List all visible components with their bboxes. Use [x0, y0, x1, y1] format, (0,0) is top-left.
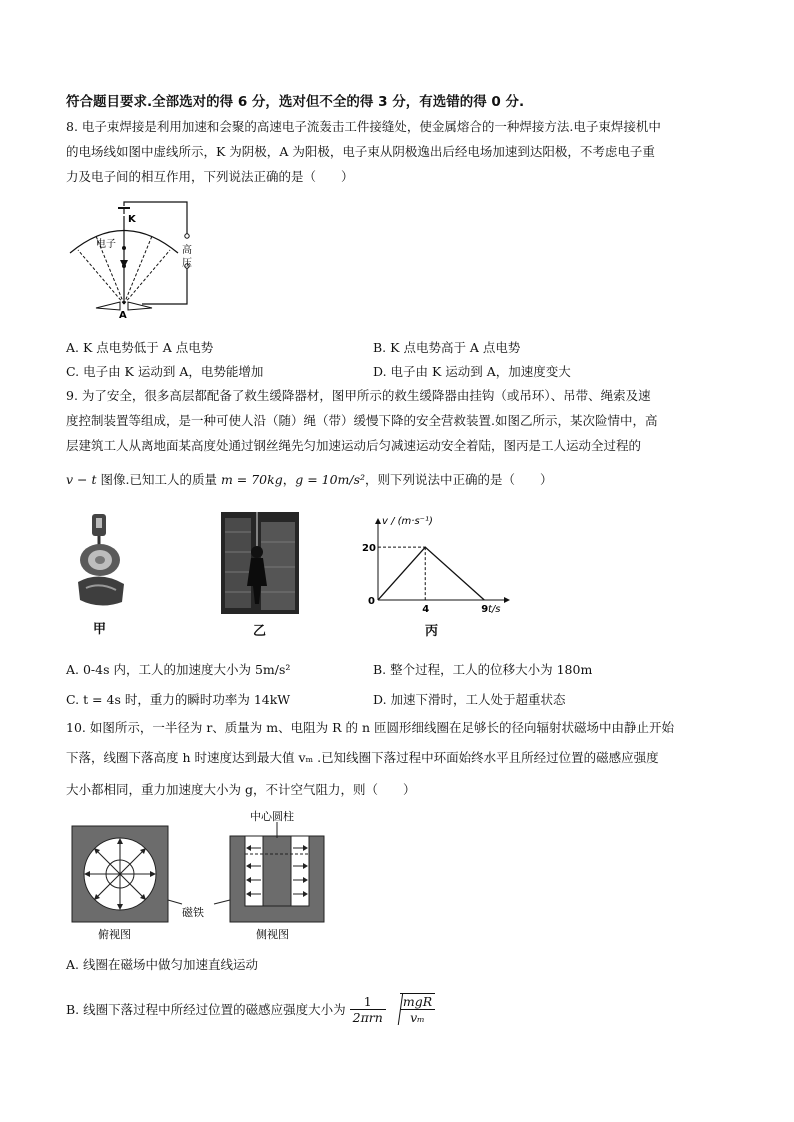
section-header: 符合题目要求.全部选对的得 6 分，选对但不全的得 3 分，有选错的得 0 分.: [66, 94, 525, 110]
vt-chart: [352, 510, 512, 616]
chart-series-line: [378, 547, 484, 600]
q9-text-line2: 度控制装置等组成，是一种可使人沿（随）绳（带）缓慢下降的安全营救装置.如图乙所示，某次险情中，高: [66, 413, 658, 428]
q8-option-b: B. K 点电势高于 A 点电势: [373, 340, 521, 355]
label-hv1: 高: [182, 245, 192, 256]
q9-option-b: B. 整个过程，工人的位移大小为 180m: [373, 662, 593, 677]
chart-y-arrow: [375, 518, 381, 524]
q9-text-line3: 层建筑工人从离地面某高度处通过钢丝绳先匀加速运动后匀减速运动安全着陆，图丙是工人运动全过程的: [66, 438, 642, 453]
label-magnet: 磁铁: [182, 906, 204, 919]
q9-option-c: C. t = 4s 时，重力的瞬时功率为 14kW: [66, 692, 291, 707]
q9-text-part: 图像.已知工人的质量: [96, 472, 221, 487]
q8-figure: [66, 198, 206, 320]
rescue-device-image: [68, 510, 138, 614]
q9-text-part: ，则下列说法中正确的是（ ）: [365, 472, 553, 487]
vt-symbol: v − t: [66, 472, 97, 487]
sqrt-numerator: mgR: [400, 994, 435, 1010]
q8-text-line3: 力及电子间的相互作用，下列说法正确的是（ ）: [66, 169, 354, 184]
gravity-expr: g = 10m/s²: [295, 472, 366, 487]
chart-y-tick-label: 20: [362, 543, 376, 555]
chart-y-axis-label: v / (m·s⁻¹): [382, 516, 433, 527]
label-k: K: [128, 214, 136, 225]
chart-x-axis-label: t/s: [488, 604, 501, 615]
q10-text-line3: 大小都相同，重力加速度大小为 g，不计空气阻力，则（ ）: [66, 782, 416, 797]
q9-option-d: D. 加速下滑时，工人处于超重状态: [373, 692, 566, 707]
q8-option-a: A. K 点电势低于 A 点电势: [66, 340, 214, 355]
label-a: A: [119, 310, 127, 320]
chart-x-arrow: [504, 597, 510, 603]
fraction-numerator: 1: [350, 994, 386, 1010]
sqrt-expression: [390, 993, 435, 1025]
fraction-denominator: 2πrn: [352, 1009, 383, 1025]
caption-jia: 甲: [93, 622, 107, 637]
q8-option-c: C. 电子由 K 运动到 A，电势能增加: [66, 364, 264, 379]
chart-x-tick-label: 4: [422, 604, 430, 615]
q10-text-line2: 下落，线圈下落高度 h 时速度达到最大值 vₘ .已知线圈下落过程中环面始终水平且所经过位置的磁感应强度: [66, 750, 659, 765]
label-side-view: 侧视图: [256, 928, 289, 941]
chart-x-tick-label: 0: [368, 596, 375, 607]
q9-comma: ，: [282, 472, 296, 487]
q8-text-line1: 8. 电子束焊接是利用加速和会聚的高速电子流轰击工件接缝处，使金属熔合的一种焊接方法.电子束焊接机中: [66, 119, 661, 134]
q9-option-a: A. 0-4s 内，工人的加速度大小为 5m/s²: [66, 662, 291, 677]
label-electron: 电子: [96, 239, 116, 250]
worker-photo-image: [221, 512, 299, 614]
q9-text-line1: 9. 为了安全，很多高层都配备了救生缓降器材，图甲所示的救生缓降器由挂钩（或吊环）、吊带、绳索及速: [66, 388, 651, 403]
q9-text-line4: [66, 470, 553, 488]
q10-option-b-text: B. 线圈下落过程中所经过位置的磁感应强度大小为: [66, 1002, 346, 1017]
label-center-cylinder: 中心圆柱: [250, 810, 294, 823]
caption-bing: 丙: [425, 624, 439, 639]
label-hv2: 压: [182, 258, 192, 269]
chart-x-tick-label: 9: [481, 604, 489, 615]
q10-option-a: A. 线圈在磁场中做匀加速直线运动: [66, 957, 258, 972]
mass-expr: m = 70kg: [220, 472, 283, 487]
label-top-view: 俯视图: [98, 928, 131, 941]
q10-option-b: [66, 986, 435, 1032]
q10-figure: [70, 808, 332, 942]
q8-option-d: D. 电子由 K 运动到 A，加速度变大: [373, 364, 571, 379]
q10-text-line1: 10. 如图所示，一半径为 r、质量为 m、电阻为 R 的 n 匝圆形细线圈在足够长的径向辐射状磁场中由静止开始: [66, 720, 674, 735]
sqrt-denominator: vₘ: [410, 1010, 425, 1025]
fraction: [350, 994, 386, 1025]
caption-yi: 乙: [253, 624, 267, 639]
q8-text-line2: 的电场线如图中虚线所示，K 为阴极，A 为阳极，电子束从阴极逸出后经电场加速到达阳极，不考虑电子重: [66, 144, 655, 159]
